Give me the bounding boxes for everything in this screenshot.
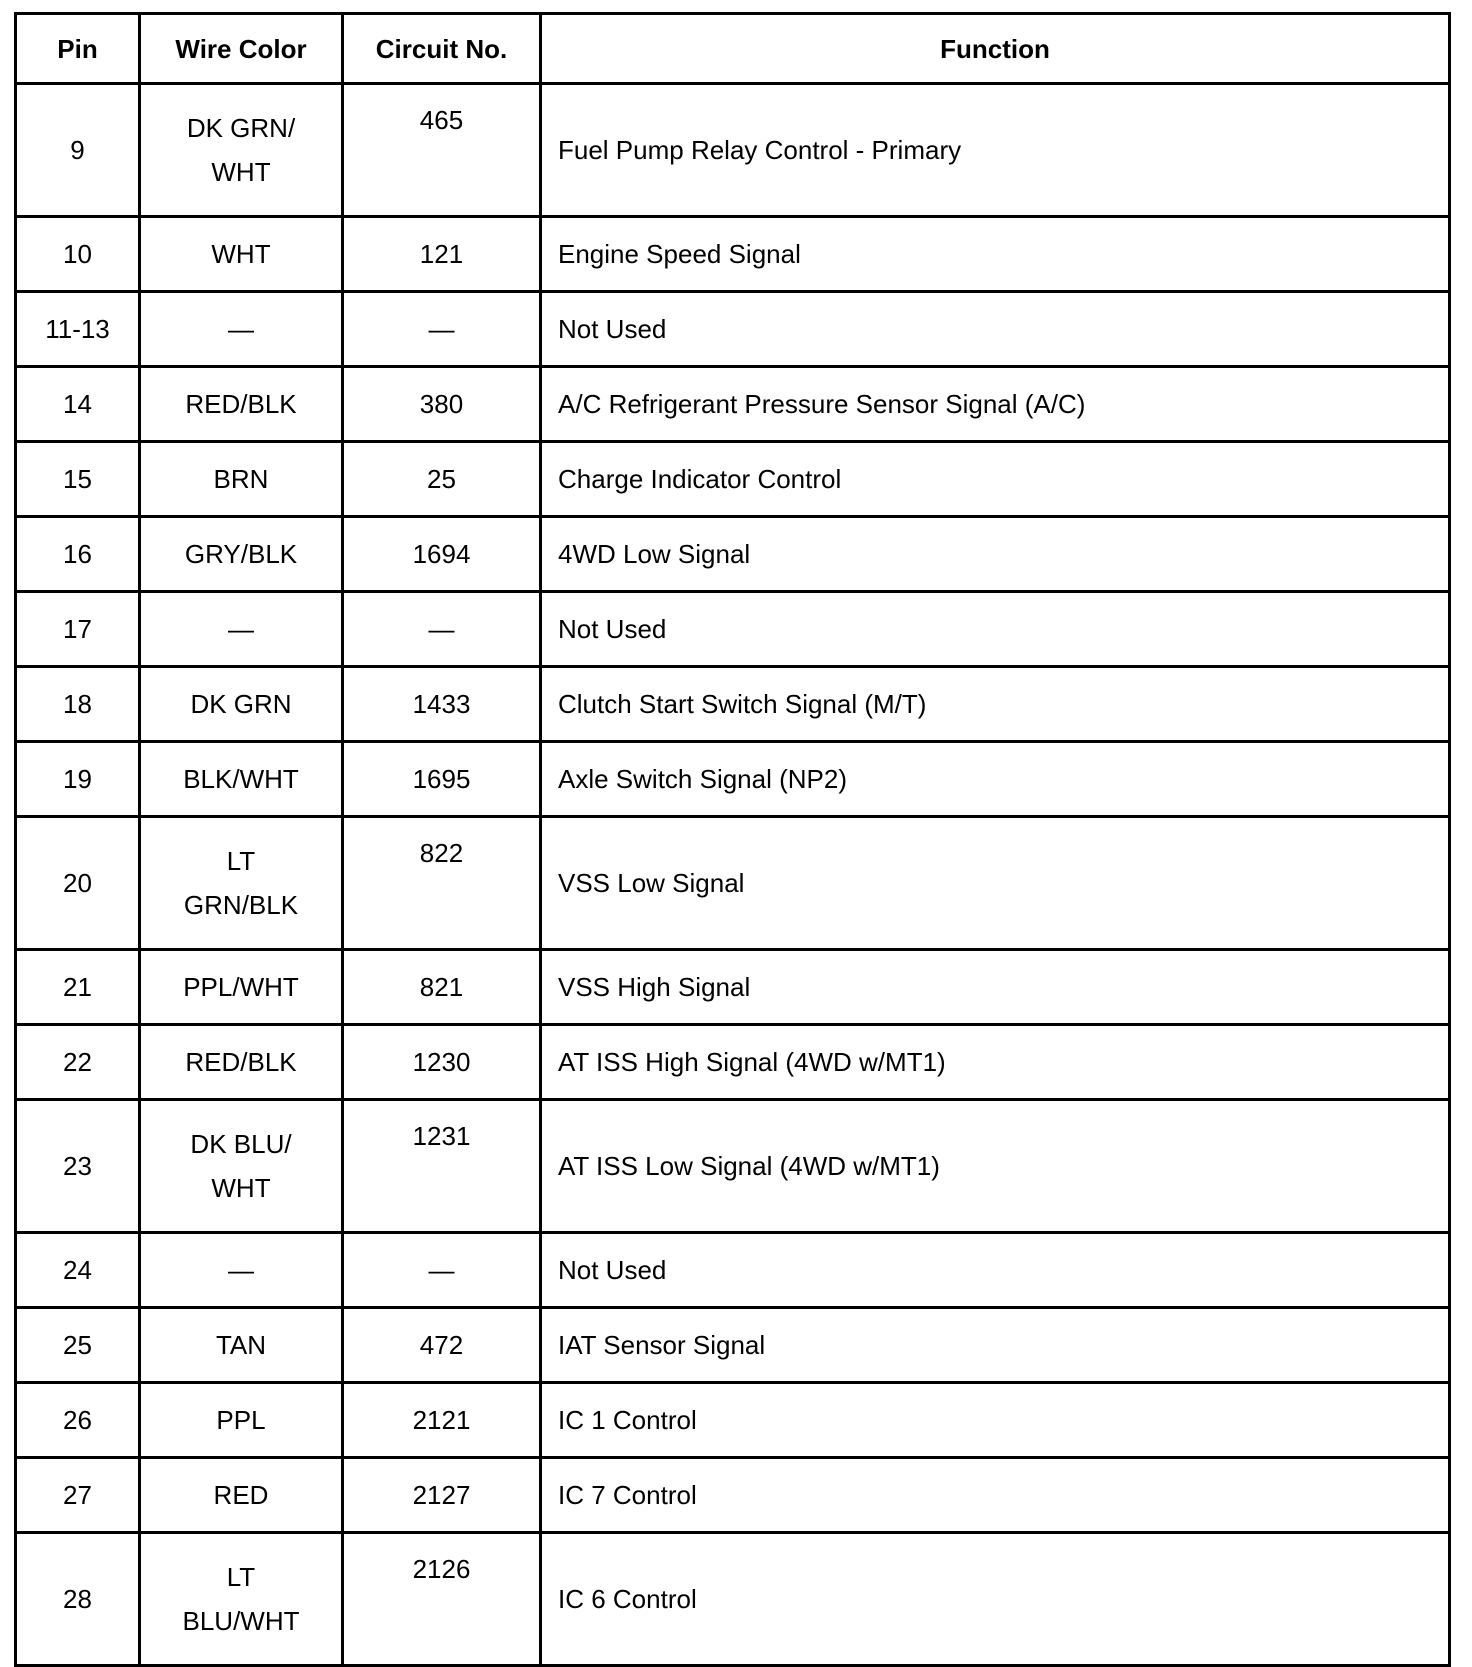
wire-color-text: DK GRN/ <box>186 113 296 143</box>
wire-color-cell <box>140 1533 343 1666</box>
pin-cell: 19 <box>16 742 140 817</box>
circuit-number-cell: 821 <box>343 950 541 1025</box>
circuit-number-cell: 465 <box>343 84 541 217</box>
wire-color-text: — <box>228 1255 254 1285</box>
wire-color-cell <box>140 1025 343 1100</box>
table-row <box>16 742 1450 817</box>
table-row <box>16 1233 1450 1308</box>
wire-color-text: — <box>228 314 254 344</box>
function-cell: Fuel Pump Relay Control - Primary <box>541 84 1450 217</box>
wire-color-cell <box>140 742 343 817</box>
wire-color-text: BLU/WHT <box>182 1606 300 1636</box>
pin-cell: 18 <box>16 667 140 742</box>
wire-color-text: LT <box>226 846 256 876</box>
header-pin: Pin <box>16 14 140 84</box>
function-cell: VSS Low Signal <box>541 817 1450 950</box>
circuit-number-cell: 472 <box>343 1308 541 1383</box>
pin-cell: 9 <box>16 84 140 217</box>
circuit-number-cell: 25 <box>343 442 541 517</box>
table-row <box>16 442 1450 517</box>
function-cell: Engine Speed Signal <box>541 217 1450 292</box>
pin-cell: 15 <box>16 442 140 517</box>
pin-cell: 10 <box>16 217 140 292</box>
wire-color-cell <box>140 1458 343 1533</box>
wire-color-cell <box>140 817 343 950</box>
header-circuit-number: Circuit No. <box>343 14 541 84</box>
wire-color-cell <box>140 1383 343 1458</box>
function-cell: 4WD Low Signal <box>541 517 1450 592</box>
function-cell: Charge Indicator Control <box>541 442 1450 517</box>
table-row <box>16 817 1450 950</box>
wire-color-text: WHT <box>211 1173 271 1203</box>
pin-cell: 17 <box>16 592 140 667</box>
function-cell: AT ISS High Signal (4WD w/MT1) <box>541 1025 1450 1100</box>
wire-color-text: BLK/WHT <box>183 764 299 794</box>
table-row <box>16 517 1450 592</box>
wire-color-cell <box>140 217 343 292</box>
wire-color-cell <box>140 517 343 592</box>
table-row <box>16 292 1450 367</box>
wire-color-text: GRN/BLK <box>183 890 299 920</box>
pin-cell: 23 <box>16 1100 140 1233</box>
wire-color-text: GRY/BLK <box>184 539 298 569</box>
pin-cell: 25 <box>16 1308 140 1383</box>
wire-color-text: — <box>228 614 254 644</box>
circuit-number-cell: 2126 <box>343 1533 541 1666</box>
pin-cell: 16 <box>16 517 140 592</box>
header-wire-color: Wire Color <box>140 14 343 84</box>
function-cell: IC 1 Control <box>541 1383 1450 1458</box>
circuit-number-cell: 2121 <box>343 1383 541 1458</box>
circuit-number-cell: 380 <box>343 367 541 442</box>
circuit-number-cell: — <box>343 592 541 667</box>
pin-cell: 11-13 <box>16 292 140 367</box>
table-row <box>16 1308 1450 1383</box>
function-cell: AT ISS Low Signal (4WD w/MT1) <box>541 1100 1450 1233</box>
pin-cell: 22 <box>16 1025 140 1100</box>
table-row <box>16 1383 1450 1458</box>
connector-pinout-table <box>14 12 1451 1667</box>
wire-color-cell <box>140 667 343 742</box>
wire-color-cell <box>140 1308 343 1383</box>
function-cell: IC 7 Control <box>541 1458 1450 1533</box>
wire-color-text: DK BLU/ <box>190 1129 292 1159</box>
header-row <box>16 14 1450 84</box>
table-row <box>16 950 1450 1025</box>
table-row <box>16 1025 1450 1100</box>
table-row <box>16 667 1450 742</box>
wire-color-text: RED/BLK <box>185 389 297 419</box>
wire-color-text: WHT <box>211 239 271 269</box>
wire-color-text: PPL <box>216 1405 266 1435</box>
pin-cell: 24 <box>16 1233 140 1308</box>
pin-cell: 27 <box>16 1458 140 1533</box>
wire-color-cell <box>140 367 343 442</box>
function-cell: Not Used <box>541 592 1450 667</box>
wire-color-text: LT <box>226 1562 256 1592</box>
pin-cell: 26 <box>16 1383 140 1458</box>
circuit-number-cell: 121 <box>343 217 541 292</box>
table-row <box>16 1458 1450 1533</box>
wire-color-text: RED/BLK <box>185 1047 297 1077</box>
table-row <box>16 592 1450 667</box>
function-cell: Axle Switch Signal (NP2) <box>541 742 1450 817</box>
function-cell: IC 6 Control <box>541 1533 1450 1666</box>
pin-cell: 28 <box>16 1533 140 1666</box>
pin-cell: 20 <box>16 817 140 950</box>
wire-color-cell <box>140 292 343 367</box>
wire-color-cell <box>140 442 343 517</box>
circuit-number-cell: 1694 <box>343 517 541 592</box>
wire-color-text: TAN <box>215 1330 267 1360</box>
table-row <box>16 217 1450 292</box>
wire-color-cell <box>140 1100 343 1233</box>
function-cell: A/C Refrigerant Pressure Sensor Signal (A/C) <box>541 367 1450 442</box>
wire-color-text: RED <box>213 1480 269 1510</box>
wire-color-text: WHT <box>211 157 271 187</box>
table-header <box>16 14 1450 84</box>
wire-color-text: PPL/WHT <box>183 972 299 1002</box>
circuit-number-cell: 1230 <box>343 1025 541 1100</box>
circuit-number-cell: 1695 <box>343 742 541 817</box>
circuit-number-cell: 2127 <box>343 1458 541 1533</box>
pin-cell: 14 <box>16 367 140 442</box>
header-function: Function <box>541 14 1450 84</box>
function-cell: VSS High Signal <box>541 950 1450 1025</box>
table-row <box>16 84 1450 217</box>
table-row <box>16 1533 1450 1666</box>
wire-color-text: BRN <box>213 464 269 494</box>
table-row <box>16 367 1450 442</box>
circuit-number-cell: 1433 <box>343 667 541 742</box>
pin-cell: 21 <box>16 950 140 1025</box>
function-cell: Not Used <box>541 1233 1450 1308</box>
wire-color-text: DK GRN <box>190 689 292 719</box>
function-cell: Not Used <box>541 292 1450 367</box>
circuit-number-cell: — <box>343 292 541 367</box>
table-row <box>16 1100 1450 1233</box>
function-cell: Clutch Start Switch Signal (M/T) <box>541 667 1450 742</box>
table-body <box>16 84 1450 1666</box>
circuit-number-cell: 822 <box>343 817 541 950</box>
circuit-number-cell: 1231 <box>343 1100 541 1233</box>
function-cell: IAT Sensor Signal <box>541 1308 1450 1383</box>
wire-color-cell <box>140 592 343 667</box>
wire-color-cell <box>140 1233 343 1308</box>
wire-color-cell <box>140 84 343 217</box>
wire-color-cell <box>140 950 343 1025</box>
circuit-number-cell: — <box>343 1233 541 1308</box>
